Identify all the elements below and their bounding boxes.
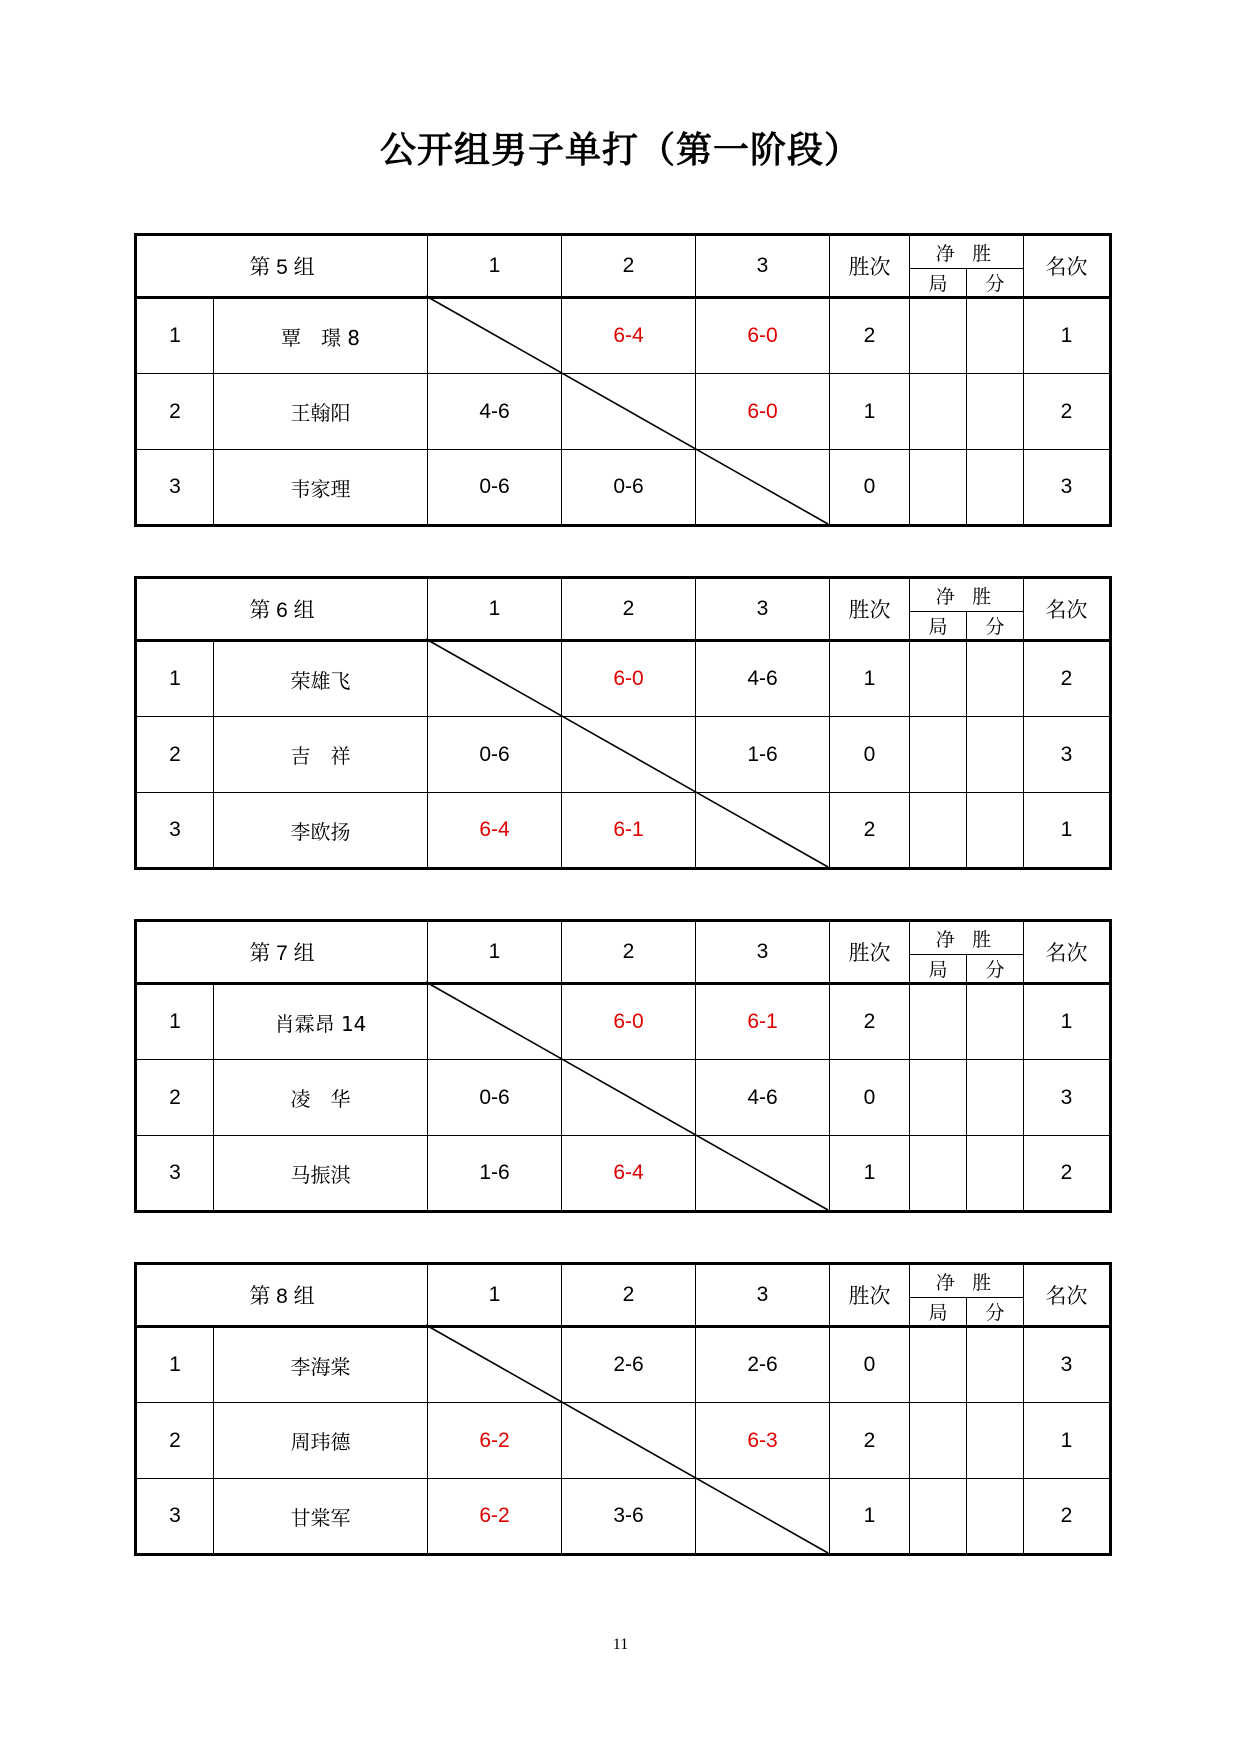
match-score: 1-6 — [696, 717, 830, 793]
rank: 2 — [1024, 641, 1111, 717]
col-header-3: 3 — [696, 235, 830, 298]
player-index: 1 — [136, 298, 214, 374]
wins-count: 0 — [830, 450, 910, 526]
rank: 2 — [1024, 374, 1111, 450]
player-name: 吉 祥 — [214, 717, 428, 793]
player-name: 李海棠 — [214, 1327, 428, 1403]
match-score: 6-3 — [696, 1403, 830, 1479]
player-name: 甘棠军 — [214, 1479, 428, 1555]
player-index: 1 — [136, 641, 214, 717]
rank: 3 — [1024, 1060, 1111, 1136]
diagonal-line — [134, 576, 1109, 869]
points-header: 分 — [967, 955, 1024, 984]
rank: 2 — [1024, 1479, 1111, 1555]
match-score: 6-2 — [428, 1479, 562, 1555]
player-index: 3 — [136, 1136, 214, 1212]
rank: 2 — [1024, 1136, 1111, 1212]
group-label: 第 8 组 — [136, 1264, 428, 1327]
points-header: 分 — [967, 1298, 1024, 1327]
player-name: 李欧扬 — [214, 793, 428, 869]
col-header-1: 1 — [428, 1264, 562, 1327]
diagonal-line — [134, 233, 1109, 526]
games-header: 局 — [910, 955, 967, 984]
player-index: 1 — [136, 984, 214, 1060]
match-score: 6-0 — [696, 298, 830, 374]
match-score: 6-4 — [562, 1136, 696, 1212]
rank-header: 名次 — [1024, 1264, 1111, 1327]
col-header-1: 1 — [428, 235, 562, 298]
wins-count: 1 — [830, 641, 910, 717]
games-header: 局 — [910, 1298, 967, 1327]
player-index: 3 — [136, 1479, 214, 1555]
match-score: 4-6 — [696, 641, 830, 717]
diagonal-line — [134, 1262, 1109, 1555]
group-table-5 — [134, 233, 1109, 526]
net-header: 净 胜 — [910, 921, 1024, 955]
net-header: 净 胜 — [910, 578, 1024, 612]
games-header: 局 — [910, 612, 967, 641]
player-name: 韦家理 — [214, 450, 428, 526]
rank: 3 — [1024, 1327, 1111, 1403]
wins-count: 2 — [830, 1403, 910, 1479]
player-index: 1 — [136, 1327, 214, 1403]
points-header: 分 — [967, 269, 1024, 298]
group-table-8 — [134, 1262, 1109, 1555]
rank: 1 — [1024, 793, 1111, 869]
match-score: 6-4 — [428, 793, 562, 869]
wins-count: 1 — [830, 1479, 910, 1555]
col-header-3: 3 — [696, 1264, 830, 1327]
match-score: 6-0 — [562, 641, 696, 717]
match-score: 0-6 — [428, 717, 562, 793]
player-index: 2 — [136, 717, 214, 793]
games-header: 局 — [910, 269, 967, 298]
wins-header: 胜次 — [830, 235, 910, 298]
col-header-1: 1 — [428, 921, 562, 984]
net-header: 净 胜 — [910, 235, 1024, 269]
match-score: 2-6 — [562, 1327, 696, 1403]
wins-count: 2 — [830, 984, 910, 1060]
wins-count: 1 — [830, 1136, 910, 1212]
wins-count: 0 — [830, 1327, 910, 1403]
wins-count: 0 — [830, 717, 910, 793]
player-name: 荣雄飞 — [214, 641, 428, 717]
rank: 3 — [1024, 450, 1111, 526]
match-score: 6-1 — [562, 793, 696, 869]
group-label: 第 5 组 — [136, 235, 428, 298]
match-score: 6-0 — [696, 374, 830, 450]
player-name: 王翰阳 — [214, 374, 428, 450]
match-score: 6-4 — [562, 298, 696, 374]
player-index: 2 — [136, 1060, 214, 1136]
match-score: 0-6 — [428, 1060, 562, 1136]
col-header-2: 2 — [562, 1264, 696, 1327]
match-score: 4-6 — [696, 1060, 830, 1136]
player-name: 马振淇 — [214, 1136, 428, 1212]
col-header-3: 3 — [696, 578, 830, 641]
wins-count: 0 — [830, 1060, 910, 1136]
match-score: 0-6 — [428, 450, 562, 526]
player-index: 2 — [136, 374, 214, 450]
points-header: 分 — [967, 612, 1024, 641]
rank-header: 名次 — [1024, 578, 1111, 641]
wins-header: 胜次 — [830, 578, 910, 641]
group-label: 第 7 组 — [136, 921, 428, 984]
rank: 1 — [1024, 1403, 1111, 1479]
match-score: 6-1 — [696, 984, 830, 1060]
player-index: 3 — [136, 450, 214, 526]
wins-count: 2 — [830, 793, 910, 869]
match-score: 6-2 — [428, 1403, 562, 1479]
rank-header: 名次 — [1024, 921, 1111, 984]
group-label: 第 6 组 — [136, 578, 428, 641]
player-index: 2 — [136, 1403, 214, 1479]
match-score: 3-6 — [562, 1479, 696, 1555]
wins-header: 胜次 — [830, 921, 910, 984]
match-score: 4-6 — [428, 374, 562, 450]
match-score: 6-0 — [562, 984, 696, 1060]
group-table-7 — [134, 919, 1109, 1212]
col-header-2: 2 — [562, 235, 696, 298]
match-score: 0-6 — [562, 450, 696, 526]
player-index: 3 — [136, 793, 214, 869]
match-score: 2-6 — [696, 1327, 830, 1403]
col-header-1: 1 — [428, 578, 562, 641]
page-number: 11 — [612, 1636, 629, 1653]
rank: 1 — [1024, 984, 1111, 1060]
rank: 3 — [1024, 717, 1111, 793]
rank: 1 — [1024, 298, 1111, 374]
player-name: 凌 华 — [214, 1060, 428, 1136]
page-title: 公开组男子单打（第一阶段） — [379, 130, 861, 171]
player-name: 周玮德 — [214, 1403, 428, 1479]
group-table-6 — [134, 576, 1109, 869]
wins-count: 1 — [830, 374, 910, 450]
player-name: 肖霖昂 14 — [214, 984, 428, 1060]
col-header-3: 3 — [696, 921, 830, 984]
wins-header: 胜次 — [830, 1264, 910, 1327]
col-header-2: 2 — [562, 921, 696, 984]
diagonal-line — [134, 919, 1109, 1212]
col-header-2: 2 — [562, 578, 696, 641]
rank-header: 名次 — [1024, 235, 1111, 298]
match-score: 1-6 — [428, 1136, 562, 1212]
player-name: 覃 璟 8 — [214, 298, 428, 374]
net-header: 净 胜 — [910, 1264, 1024, 1298]
wins-count: 2 — [830, 298, 910, 374]
